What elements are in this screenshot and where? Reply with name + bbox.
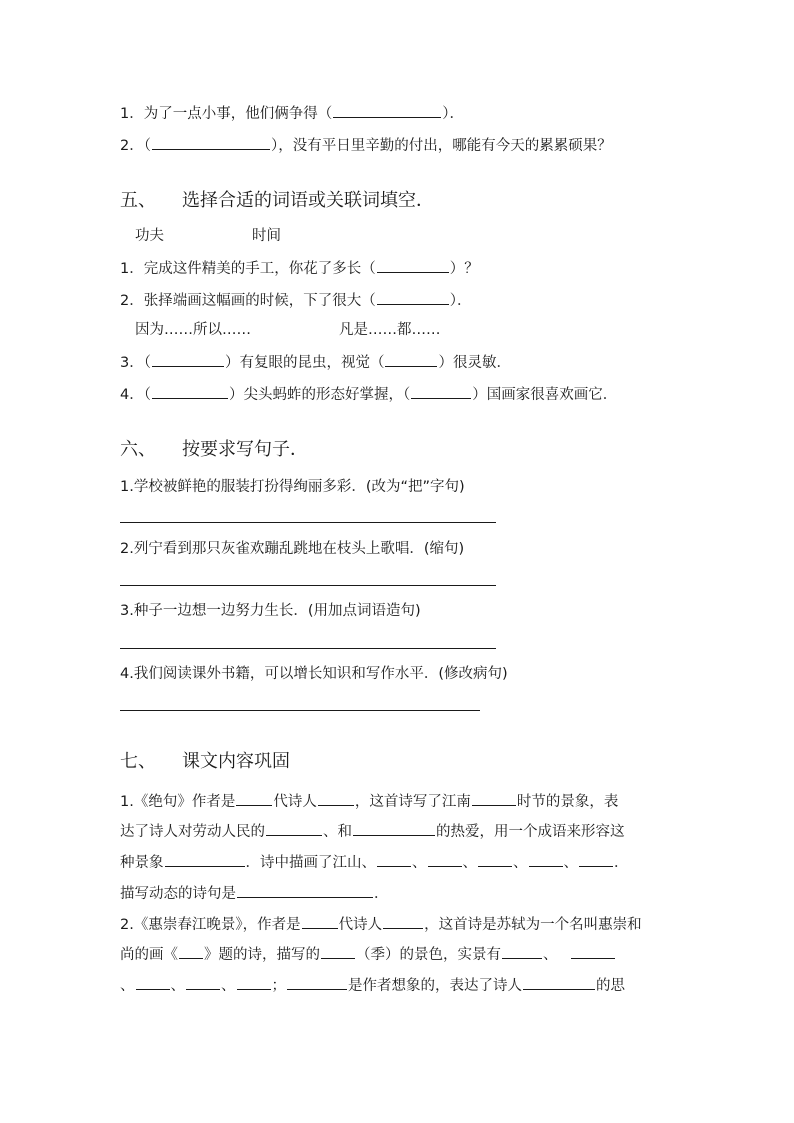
answer-blank[interactable] <box>502 943 542 959</box>
answer-blank[interactable] <box>287 974 347 990</box>
s5-question-3: 3．（ ）有复眼的昆虫，视觉（ ）很灵敏． <box>120 351 511 373</box>
s6-item-2: 2.列宁看到那只灰雀欢蹦乱跳地在枝头上歌唱．(缩句) <box>120 541 465 557</box>
s5-question-4: 4．（ ）尖头蚂蚱的形态好掌握，（ ）国画家很喜欢画它． <box>120 383 617 405</box>
s7-p2-line-2: 尚的画《 》题的诗，描写的 （季）的景色，实景有 、 <box>120 943 616 965</box>
s7-p2-line-1: 2.《惠崇春江晚景》，作者是 代诗人 ，这首诗是苏轼为一个名叫惠崇和 <box>120 913 642 935</box>
answer-blank[interactable] <box>411 383 471 399</box>
answer-blank[interactable] <box>152 351 224 367</box>
s4-question-1: 1．为了一点小事，他们俩争得（ ）． <box>120 102 464 124</box>
s7-p1-line-1: 1.《绝句》作者是 代诗人 ，这首诗写了江南 时节的景象，表 <box>120 790 618 812</box>
answer-blank[interactable] <box>266 820 322 836</box>
s5-question-2: 2．张择端画这幅画的时候，下了很大（ ）． <box>120 289 471 311</box>
answer-blank[interactable] <box>385 351 437 367</box>
answer-blank[interactable] <box>237 974 271 990</box>
word-options-1: 功夫 时间 <box>135 228 281 244</box>
answer-line[interactable] <box>120 522 496 523</box>
section-5-heading: 五、 选择合适的词语或关联词填空． <box>120 190 434 211</box>
answer-blank[interactable] <box>136 974 170 990</box>
s7-p1-line-3: 种景象 ．诗中描画了江山、 、 、 、 、 ． <box>120 851 629 873</box>
answer-line[interactable] <box>120 648 496 649</box>
answer-blank[interactable] <box>186 974 220 990</box>
section-7-heading: 七、 课文内容巩固 <box>120 751 290 772</box>
answer-line[interactable] <box>120 585 496 586</box>
s6-item-4: 4.我们阅读课外书籍，可以增长知识和写作水平．(修改病句) <box>120 666 508 682</box>
answer-blank[interactable] <box>302 913 338 929</box>
answer-blank[interactable] <box>152 134 270 150</box>
answer-blank[interactable] <box>571 943 615 959</box>
s6-item-1: 1.学校被鲜艳的服装打扮得绚丽多彩．(改为“把”字句) <box>120 479 465 495</box>
section-6-heading: 六、 按要求写句子． <box>120 439 308 460</box>
answer-blank[interactable] <box>333 102 441 118</box>
answer-blank[interactable] <box>377 851 411 867</box>
answer-blank[interactable] <box>579 851 613 867</box>
answer-blank[interactable] <box>353 820 435 836</box>
answer-blank[interactable] <box>428 851 462 867</box>
answer-blank[interactable] <box>529 851 563 867</box>
s7-p2-line-3: 、 、 、 ； 是作者想象的，表达了诗人 的思 <box>120 974 625 996</box>
answer-blank[interactable] <box>321 943 355 959</box>
s5-question-1: 1．完成这件精美的手工，你花了多长（ ）？ <box>120 257 479 279</box>
answer-blank[interactable] <box>377 289 449 305</box>
answer-blank[interactable] <box>472 790 516 806</box>
answer-blank[interactable] <box>152 383 228 399</box>
answer-blank[interactable] <box>383 913 423 929</box>
s7-p1-line-4: 描写动态的诗句是 ． <box>120 882 389 904</box>
answer-blank[interactable] <box>237 882 373 898</box>
answer-blank[interactable] <box>523 974 595 990</box>
answer-blank[interactable] <box>377 257 449 273</box>
answer-blank[interactable] <box>236 790 272 806</box>
s4-question-2: 2．（ ），没有平日里辛勤的付出，哪能有今天的累累硕果？ <box>120 134 612 156</box>
answer-blank[interactable] <box>318 790 354 806</box>
s6-item-3: 3.种子一边想一边努力生长．(用加点词语造句) <box>120 603 421 619</box>
answer-line[interactable] <box>120 710 480 711</box>
word-options-2: 因为……所以…… 凡是……都…… <box>135 322 441 338</box>
answer-blank[interactable] <box>179 943 203 959</box>
answer-blank[interactable] <box>478 851 512 867</box>
answer-blank[interactable] <box>165 851 245 867</box>
s7-p1-line-2: 达了诗人对劳动人民的 、和 的热爱，用一个成语来形容这 <box>120 820 625 842</box>
